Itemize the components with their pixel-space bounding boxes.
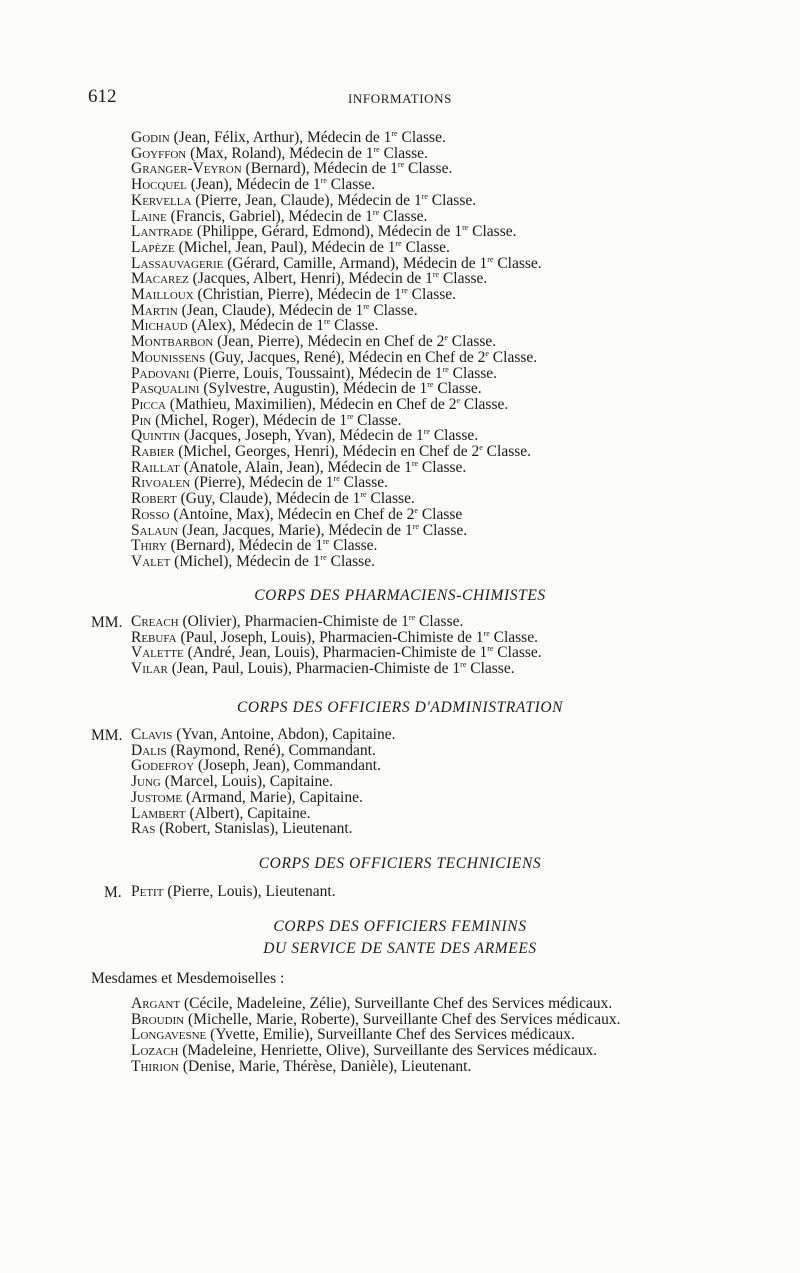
list-item xyxy=(131,806,395,822)
entry-details: (Mathieu, Maximilien), Médecin en Chef de 2 xyxy=(169,395,457,413)
list-item: Lantrade (Philippe, Gérard, Edmond), Médecin de 1re Classe. xyxy=(131,223,517,241)
entry-surname: Lapèze xyxy=(131,238,175,256)
list-item: Mailloux (Christian, Pierre), Médecin de 1re Classe. xyxy=(131,286,457,304)
entry-details: (Pierre, Louis, Toussaint), Médecin de xyxy=(193,364,431,382)
entry-surname: Godin xyxy=(131,129,170,146)
entry-class: Classe. xyxy=(333,537,378,555)
class-ordinal-suffix: re xyxy=(347,411,354,421)
feminins-list xyxy=(131,996,621,1075)
entry-surname: Clavis xyxy=(131,726,173,743)
entry-surname: Dalis xyxy=(131,741,167,759)
entry-details: (Gérard, Camille, Armand), Médecin de xyxy=(227,254,476,272)
entry-class: Classe. xyxy=(437,380,482,398)
entry-details: (Jacques, Albert, Henri), Médecin de xyxy=(192,270,422,288)
entry-class: Classe. xyxy=(383,207,428,225)
list-item: Salaun (Jean, Jacques, Marie), Médecin de 1re Classe. xyxy=(131,521,468,539)
page-number: 612 xyxy=(88,86,117,107)
list-item: Kervella (Pierre, Jean, Claude), Médecin de 1re Classe. xyxy=(131,191,477,209)
list-item: Raillat (Anatole, Alain, Jean), Médecin de 1re Classe. xyxy=(131,458,467,476)
list-item: Robert (Guy, Claude), Médecin de 1re Classe. xyxy=(131,490,415,508)
entry-class: Classe. xyxy=(370,490,415,508)
class-ordinal-suffix: re xyxy=(432,270,440,280)
entry-class: Classe. xyxy=(421,458,467,476)
list-item: Valette (André, Jean, Louis), Pharmacien-Chimiste de 1re Classe. xyxy=(131,644,542,662)
list-item: Lapèze (Michel, Jean, Paul), Médecin de 1re Classe. xyxy=(131,238,450,256)
entry-surname: Rosso xyxy=(131,505,170,523)
class-ordinal-suffix: re xyxy=(487,254,494,264)
medecins-list xyxy=(131,130,542,570)
entry-surname: Mounissens xyxy=(131,348,206,366)
entry-class: Classe. xyxy=(442,270,488,288)
entry-class: Classe. xyxy=(497,644,542,662)
entry-details: (Jean, Félix, Arthur), Médecin de xyxy=(173,129,380,146)
entry-surname: Picca xyxy=(131,395,166,413)
entry-details: (Anatole, Alain, Jean), Médecin de xyxy=(183,458,401,476)
list-item: Lassauvagerie (Gérard, Camille, Armand), Médecin de 1re Classe. xyxy=(131,254,542,272)
entry-class: Classe. xyxy=(431,191,477,209)
class-ordinal-suffix: re xyxy=(363,301,370,311)
entry-surname: Robert xyxy=(131,490,177,508)
entry-surname: Broudin xyxy=(131,1010,185,1028)
entry-class: Classe. xyxy=(373,301,418,319)
list-item xyxy=(131,444,542,460)
list-item xyxy=(131,774,395,790)
class-ordinal-suffix: re xyxy=(483,628,490,638)
entry-surname: Longavesne xyxy=(131,1026,207,1044)
class-ordinal-suffix: re xyxy=(460,660,467,670)
entry-class: Classe. xyxy=(411,286,457,304)
entry-details: (Michelle, Marie, Roberte), Surveillante Chef des Services médicaux. xyxy=(188,1010,621,1028)
entry-class: Classe. xyxy=(422,521,468,539)
entry-class: Classe. xyxy=(492,348,538,366)
entry-details: (Francis, Gabriel), Médecin de xyxy=(170,207,362,225)
list-item: Quintin (Jacques, Joseph, Yvan), Médecin de 1re Classe. xyxy=(131,427,479,445)
entry-details: (Cécile, Madeleine, Zélie), Surveillante Chef des Services médicaux. xyxy=(183,995,613,1012)
list-item xyxy=(131,507,542,523)
entry-surname: Kervella xyxy=(131,191,192,209)
entry-surname: Godefroy xyxy=(131,757,195,775)
list-item: Thiry (Bernard), Médecin de 1re Classe. xyxy=(131,537,378,555)
entry-surname: Petit xyxy=(131,883,164,900)
entry-surname: Raillat xyxy=(131,458,180,476)
list-item: Laine (Francis, Gabriel), Médecin de 1re Classe. xyxy=(131,207,428,225)
entry-details: (Marcel, Louis), Capitaine. xyxy=(164,773,334,791)
class-ordinal-suffix: re xyxy=(487,644,494,654)
entry-details: (Pierre, Jean, Claude), Médecin de xyxy=(195,191,411,209)
entry-surname: Laine xyxy=(131,207,167,225)
list-item: Valet (Michel), Médecin de 1re Classe. xyxy=(131,552,375,570)
class-ordinal-suffix: re xyxy=(391,129,398,138)
entry-surname: Michaud xyxy=(131,317,188,335)
entry-surname: Valette xyxy=(131,644,184,662)
list-item: Pin (Michel, Roger), Médecin de 1re Classe. xyxy=(131,411,402,429)
entry-class: Classe. xyxy=(486,443,532,461)
entry-surname: Lassauvagerie xyxy=(131,254,224,272)
class-ordinal-suffix: re xyxy=(462,223,469,233)
entry-details: (Jean), Médecin de xyxy=(190,176,310,194)
entry-class: Classe. xyxy=(472,223,517,241)
class-ordinal-suffix: e xyxy=(479,443,483,453)
class-ordinal-suffix: re xyxy=(333,474,340,484)
entry-class: Classe. xyxy=(497,254,542,272)
list-item xyxy=(131,996,621,1012)
list-item: Granger-Veyron (Bernard), Médecin de 1re Classe. xyxy=(131,160,453,178)
entry-details: (Jean, Jacques, Marie), Médecin de xyxy=(182,521,402,539)
class-ordinal-suffix: e xyxy=(456,395,461,405)
entry-class: Classe. xyxy=(463,395,509,413)
list-item: Macarez (Jacques, Albert, Henri), Médecin de 1re Classe. xyxy=(131,270,488,288)
entry-surname: Jung xyxy=(131,773,161,791)
prefix-pharmaciens: MM. xyxy=(91,614,123,631)
heading-pharmaciens: CORPS DES PHARMACIENS-CHIMISTES xyxy=(254,587,546,604)
entry-details: (Jacques, Joseph, Yvan), Médecin de xyxy=(183,427,413,445)
prefix-techniciens: M. xyxy=(104,884,122,901)
prefix-administration: MM. xyxy=(91,727,123,744)
list-item: Padovani (Pierre, Louis, Toussaint), Médecin de 1re Classe. xyxy=(131,364,498,382)
class-ordinal-suffix: re xyxy=(395,238,402,248)
entry-class: Classe. xyxy=(408,160,453,178)
entry-surname: Quintin xyxy=(131,427,181,445)
entry-surname: Lambert xyxy=(131,804,186,822)
list-item: Vilar (Jean, Paul, Louis), Pharmacien-Chimiste de 1re Classe. xyxy=(131,660,515,678)
feminins-intro: Mesdames et Mesdemoiselles : xyxy=(91,970,285,987)
class-ordinal-suffix: re xyxy=(401,286,408,296)
entry-details: (Jean, Paul, Louis), Pharmacien-Chimiste de xyxy=(171,660,449,678)
pharmaciens-list xyxy=(131,614,542,677)
entry-class: Classe. xyxy=(357,411,402,429)
running-head: INFORMATIONS xyxy=(348,91,452,106)
list-item xyxy=(131,1059,621,1075)
class-ordinal-suffix: re xyxy=(360,490,367,500)
entry-surname: Vilar xyxy=(131,660,168,678)
class-ordinal-suffix: re xyxy=(320,552,327,562)
list-item xyxy=(131,350,542,366)
entry-surname: Goyffon xyxy=(131,144,187,162)
entry-details: (Sylvestre, Augustin), Médecin de xyxy=(203,380,416,398)
list-item: Pasqualini (Sylvestre, Augustin), Médecin de 1re Classe. xyxy=(131,380,482,398)
class-ordinal-suffix: re xyxy=(322,537,330,547)
entry-class: Classe. xyxy=(330,552,375,570)
entry-details: (Albert), Capitaine. xyxy=(189,804,311,822)
class-ordinal-suffix: re xyxy=(421,191,428,201)
entry-surname: Hocquel xyxy=(131,176,187,194)
entry-class: Classe. xyxy=(334,317,379,335)
class-ordinal-suffix: re xyxy=(423,427,430,437)
entry-details: (Michel), Médecin de xyxy=(174,552,309,570)
entry-surname: Pasqualini xyxy=(131,380,200,398)
entry-details: (Yvan, Antoine, Abdon), Capitaine. xyxy=(176,726,396,743)
list-item xyxy=(131,727,395,743)
administration-list xyxy=(131,727,395,837)
list-item xyxy=(131,743,395,759)
list-item xyxy=(131,1027,621,1043)
entry-details: (Antoine, Max), Médecin en Chef de 2 xyxy=(173,505,415,523)
entry-surname: Salaun xyxy=(131,521,179,539)
list-item: Godin (Jean, Félix, Arthur), Médecin de 1re Classe. xyxy=(131,129,446,146)
class-ordinal-suffix: re xyxy=(411,458,419,468)
entry-details: (Christian, Pierre), Médecin de xyxy=(197,286,390,304)
entry-details: (Michel, Roger), Médecin de xyxy=(155,411,336,429)
class-ordinal-suffix: re xyxy=(373,144,380,154)
entry-details: (Bernard), Médecin de xyxy=(170,537,312,555)
entry-details: (Paul, Joseph, Louis), Pharmacien-Chimiste de xyxy=(180,628,472,646)
entry-details: (Jean, Pierre), Médecin en Chef de 2 xyxy=(217,333,445,351)
class-ordinal-suffix: e xyxy=(414,505,418,515)
entry-surname: Macarez xyxy=(131,270,189,288)
entry-surname: Thiry xyxy=(131,537,167,555)
list-item xyxy=(131,334,542,350)
entry-details: (Michel, Georges, Henri), Médecin en Chef de 2 xyxy=(178,443,480,461)
entry-surname: Montbarbon xyxy=(131,333,214,351)
list-item: Creach (Olivier), Pharmacien-Chimiste de 1re Classe. xyxy=(131,613,464,630)
techniciens-list xyxy=(131,884,336,900)
entry-details: (Madeleine, Henriette, Olive), Surveillante des Services médicaux. xyxy=(182,1042,598,1060)
entry-class: Classe. xyxy=(405,238,450,256)
class-ordinal-suffix: re xyxy=(324,317,331,327)
list-item xyxy=(131,758,395,774)
entry-details: (Armand, Marie), Capitaine. xyxy=(185,788,363,806)
entry-surname: Rabier xyxy=(131,443,175,461)
entry-class: Classe. xyxy=(452,364,498,382)
entry-details: (Max, Roland), Médecin de xyxy=(190,144,362,162)
list-item: Martin (Jean, Claude), Médecin de 1re Classe. xyxy=(131,301,418,319)
entry-surname: Creach xyxy=(131,613,179,630)
entry-class: Classe. xyxy=(330,176,376,194)
entry-class: Classe. xyxy=(451,333,497,351)
entry-class: Classe. xyxy=(419,613,464,630)
list-item: Rivoalen (Pierre), Médecin de 1re Classe. xyxy=(131,474,388,492)
heading-feminins-line1: CORPS DES OFFICIERS FEMININS xyxy=(273,918,527,935)
entry-details: (Guy, Claude), Médecin de xyxy=(180,490,349,508)
list-item xyxy=(131,1012,621,1028)
entry-details: (Philippe, Gérard, Edmond), Médecin de xyxy=(196,223,451,241)
entry-details: (André, Jean, Louis), Pharmacien-Chimiste de xyxy=(187,644,476,662)
list-item: Michaud (Alex), Médecin de 1re Classe. xyxy=(131,317,379,335)
heading-techniciens: CORPS DES OFFICIERS TECHNICIENS xyxy=(258,855,542,872)
entry-class: Classe. xyxy=(343,474,388,492)
entry-class: Classe. xyxy=(401,129,446,146)
class-ordinal-suffix: re xyxy=(442,364,449,374)
entry-details: (Pierre), Médecin de xyxy=(194,474,322,492)
entry-surname: Rivoalen xyxy=(131,474,191,492)
entry-details: (Pierre, Louis), Lieutenant. xyxy=(167,883,336,900)
entry-details: (Jean, Claude), Médecin de xyxy=(181,301,352,319)
entry-surname: Thirion xyxy=(131,1057,179,1075)
entry-surname: Padovani xyxy=(131,364,190,382)
list-item: Hocquel (Jean), Médecin de 1re Classe. xyxy=(131,176,376,194)
entry-class: Classe xyxy=(421,505,463,523)
entry-details: (Guy, Jacques, René), Médecin en Chef de 2 xyxy=(209,348,486,366)
class-ordinal-suffix: re xyxy=(412,521,419,531)
list-item xyxy=(131,1043,621,1059)
entry-surname: Ras xyxy=(131,820,156,838)
class-ordinal-suffix: re xyxy=(397,160,405,170)
entry-surname: Lozach xyxy=(131,1042,179,1060)
list-item: Rebufa (Paul, Joseph, Louis), Pharmacien-Chimiste de 1re Classe. xyxy=(131,628,538,646)
entry-details: (Olivier), Pharmacien-Chimiste de xyxy=(182,613,398,630)
entry-surname: Argant xyxy=(131,995,181,1012)
entry-details: (Michel, Jean, Paul), Médecin de xyxy=(178,238,384,256)
entry-surname: Valet xyxy=(131,552,171,570)
list-item xyxy=(131,821,395,837)
class-ordinal-suffix: re xyxy=(408,613,416,622)
class-ordinal-suffix: e xyxy=(485,348,489,358)
entry-surname: Pin xyxy=(131,411,152,429)
heading-administration: CORPS DES OFFICIERS D'ADMINISTRATION xyxy=(236,699,564,716)
list-item: Goyffon (Max, Roland), Médecin de 1re Classe. xyxy=(131,144,428,162)
list-item xyxy=(131,884,336,900)
entry-surname: Rebufa xyxy=(131,628,177,646)
entry-class: Classe. xyxy=(383,144,428,162)
entry-details: (Joseph, Jean), Commandant. xyxy=(198,757,381,775)
class-ordinal-suffix: e xyxy=(444,333,448,343)
class-ordinal-suffix: re xyxy=(320,176,327,186)
entry-surname: Granger-Veyron xyxy=(131,160,242,178)
entry-surname: Martin xyxy=(131,301,178,319)
entry-details: (Robert, Stanislas), Lieutenant. xyxy=(159,820,353,838)
entry-details: (Bernard), Médecin de xyxy=(245,160,387,178)
entry-details: (Denise, Marie, Thérèse, Danièle), Lieutenant. xyxy=(182,1057,472,1075)
class-ordinal-suffix: re xyxy=(372,207,380,217)
entry-details: (Raymond, René), Commandant. xyxy=(170,741,376,759)
list-item xyxy=(131,397,542,413)
entry-details: (Yvette, Emilie), Surveillante Chef des Services médicaux. xyxy=(210,1026,575,1044)
class-ordinal-suffix: re xyxy=(427,380,434,390)
entry-surname: Lantrade xyxy=(131,223,194,241)
entry-surname: Mailloux xyxy=(131,286,194,304)
entry-class: Classe. xyxy=(433,427,479,445)
heading-feminins-line2: DU SERVICE DE SANTE DES ARMEES xyxy=(263,940,537,957)
list-item xyxy=(131,790,395,806)
entry-class: Classe. xyxy=(470,660,515,678)
entry-surname: Justome xyxy=(131,788,183,806)
entry-details: (Alex), Médecin de xyxy=(191,317,313,335)
entry-class: Classe. xyxy=(493,628,538,646)
